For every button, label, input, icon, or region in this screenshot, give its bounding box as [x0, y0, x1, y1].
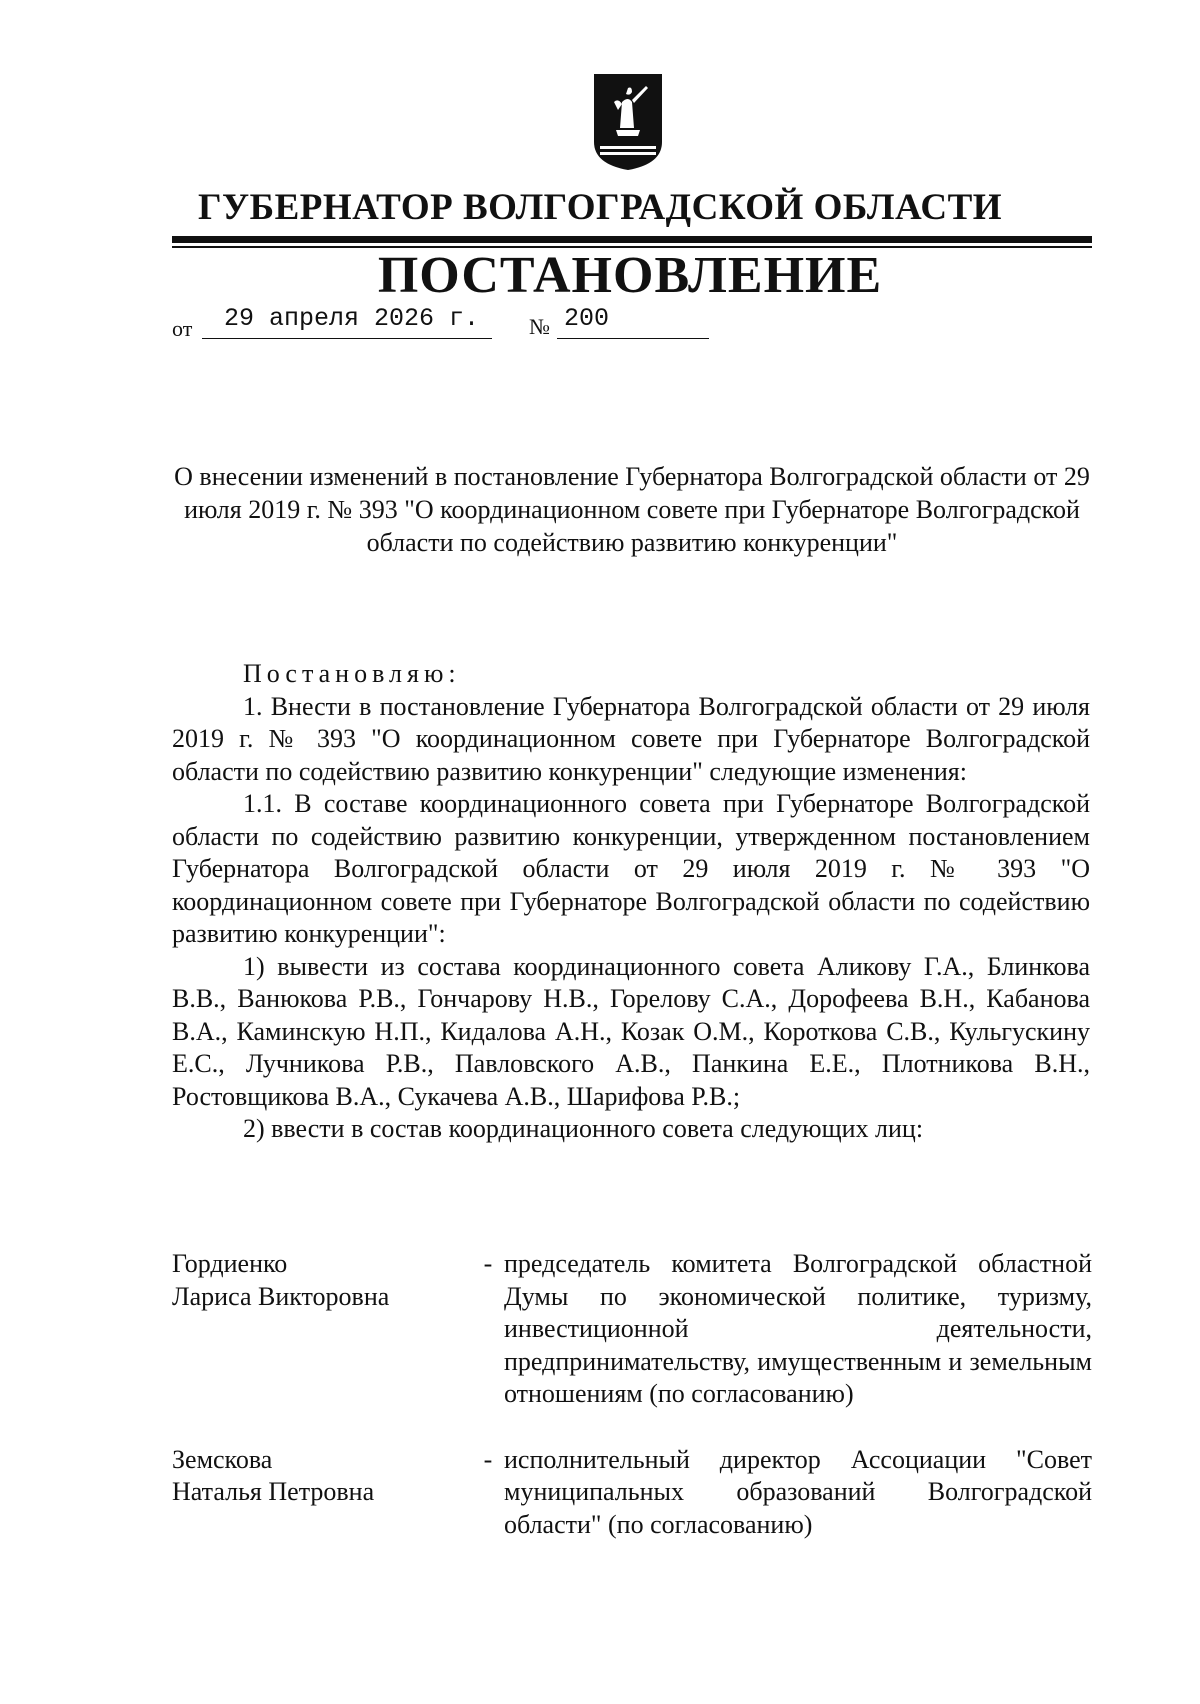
document-type: ПОСТАНОВЛЕНИЕ — [377, 247, 883, 304]
member-name — [172, 1444, 472, 1542]
document-body — [172, 658, 1090, 1146]
member-given-names: Лариса Викторовна — [172, 1281, 390, 1311]
resolve-heading: Постановляю: — [243, 659, 461, 688]
subitem-1: 1) вывести из состава координационного совета Аликову Г.А., Блинкова В.В., Ванюкова Р.В., Гончарову Н.В., Горелову С.А., Дорофеева В.Н., Кабанова В.А., Каминскую Н.П., Кидалова А.Н., Козак О.М., Короткова С.В., Кульгускину Е.С., Лучникова Р.В., Павловского А.В., Панкина Е.Е., Плотникова В.Н., Ростовщикова В.А., Сукачева А.В., Шарифова Р.В.; — [172, 951, 1090, 1111]
date-number-field — [202, 304, 662, 339]
number-prefix: № — [529, 314, 550, 339]
number-underline — [557, 338, 709, 339]
volgograd-coat-of-arms-icon — [592, 72, 664, 172]
member-given-names: Наталья Петровна — [172, 1477, 375, 1506]
item-1-1: 1.1. В составе координационного совета при Губернаторе Волгоградской области по содействию развитию конкуренции, утвержденном постановлением Губернатора Волгоградской области от 29 июля 2019 г. № 393 "О координационном совете при Губернаторе Волгоградской области по содействию развитию конкуренции": — [172, 789, 1090, 948]
item-1: 1. Внести в постановление Губернатора Волгоградской области от 29 июля 2019 г. № 393 "О координационном совете при Губернаторе Волгоградской области по содействию развитию конкуренции" следующие изменения: — [172, 691, 1090, 786]
member-list — [172, 1248, 1102, 1574]
member-role: председатель комитета Волгоградской областной Думы по экономической политике, туризму, инвестиционной деятельности, предпринимательству, имущественным и земельным отношениям (по согласованию) — [504, 1249, 1092, 1408]
subitem-2: 2) ввести в состав координационного совета следующих лиц: — [243, 1114, 924, 1143]
authority-title: ГУБЕРНАТОР ВОЛГОГРАДСКОЙ ОБЛАСТИ — [197, 187, 1003, 228]
member-dash: - — [483, 1444, 493, 1474]
date-number-line — [172, 304, 692, 344]
header-rule-thick — [172, 236, 1092, 243]
member-entry — [172, 1248, 1102, 1411]
document-number: 200 — [564, 304, 610, 333]
member-surname: Земскова — [172, 1444, 273, 1474]
date-prefix: от — [172, 316, 193, 341]
date-underline — [202, 338, 492, 339]
member-surname: Гордиенко — [172, 1249, 288, 1278]
member-entry — [172, 1444, 1102, 1542]
member-name — [172, 1248, 472, 1411]
document-date: 29 апреля 2026 г. — [224, 304, 480, 333]
member-role: исполнительный директор Ассоциации "Совет муниципальных образований Волгоградской области" (по согласованию) — [504, 1444, 1092, 1539]
member-dash: - — [483, 1249, 493, 1278]
document-subject: О внесении изменений в постановление Губернатора Волгоградской области от 29 июля 2019 г. № 393 "О координационном совете при Губернаторе Волгоградской области по содействию развитию конкуренции" — [174, 462, 1090, 557]
